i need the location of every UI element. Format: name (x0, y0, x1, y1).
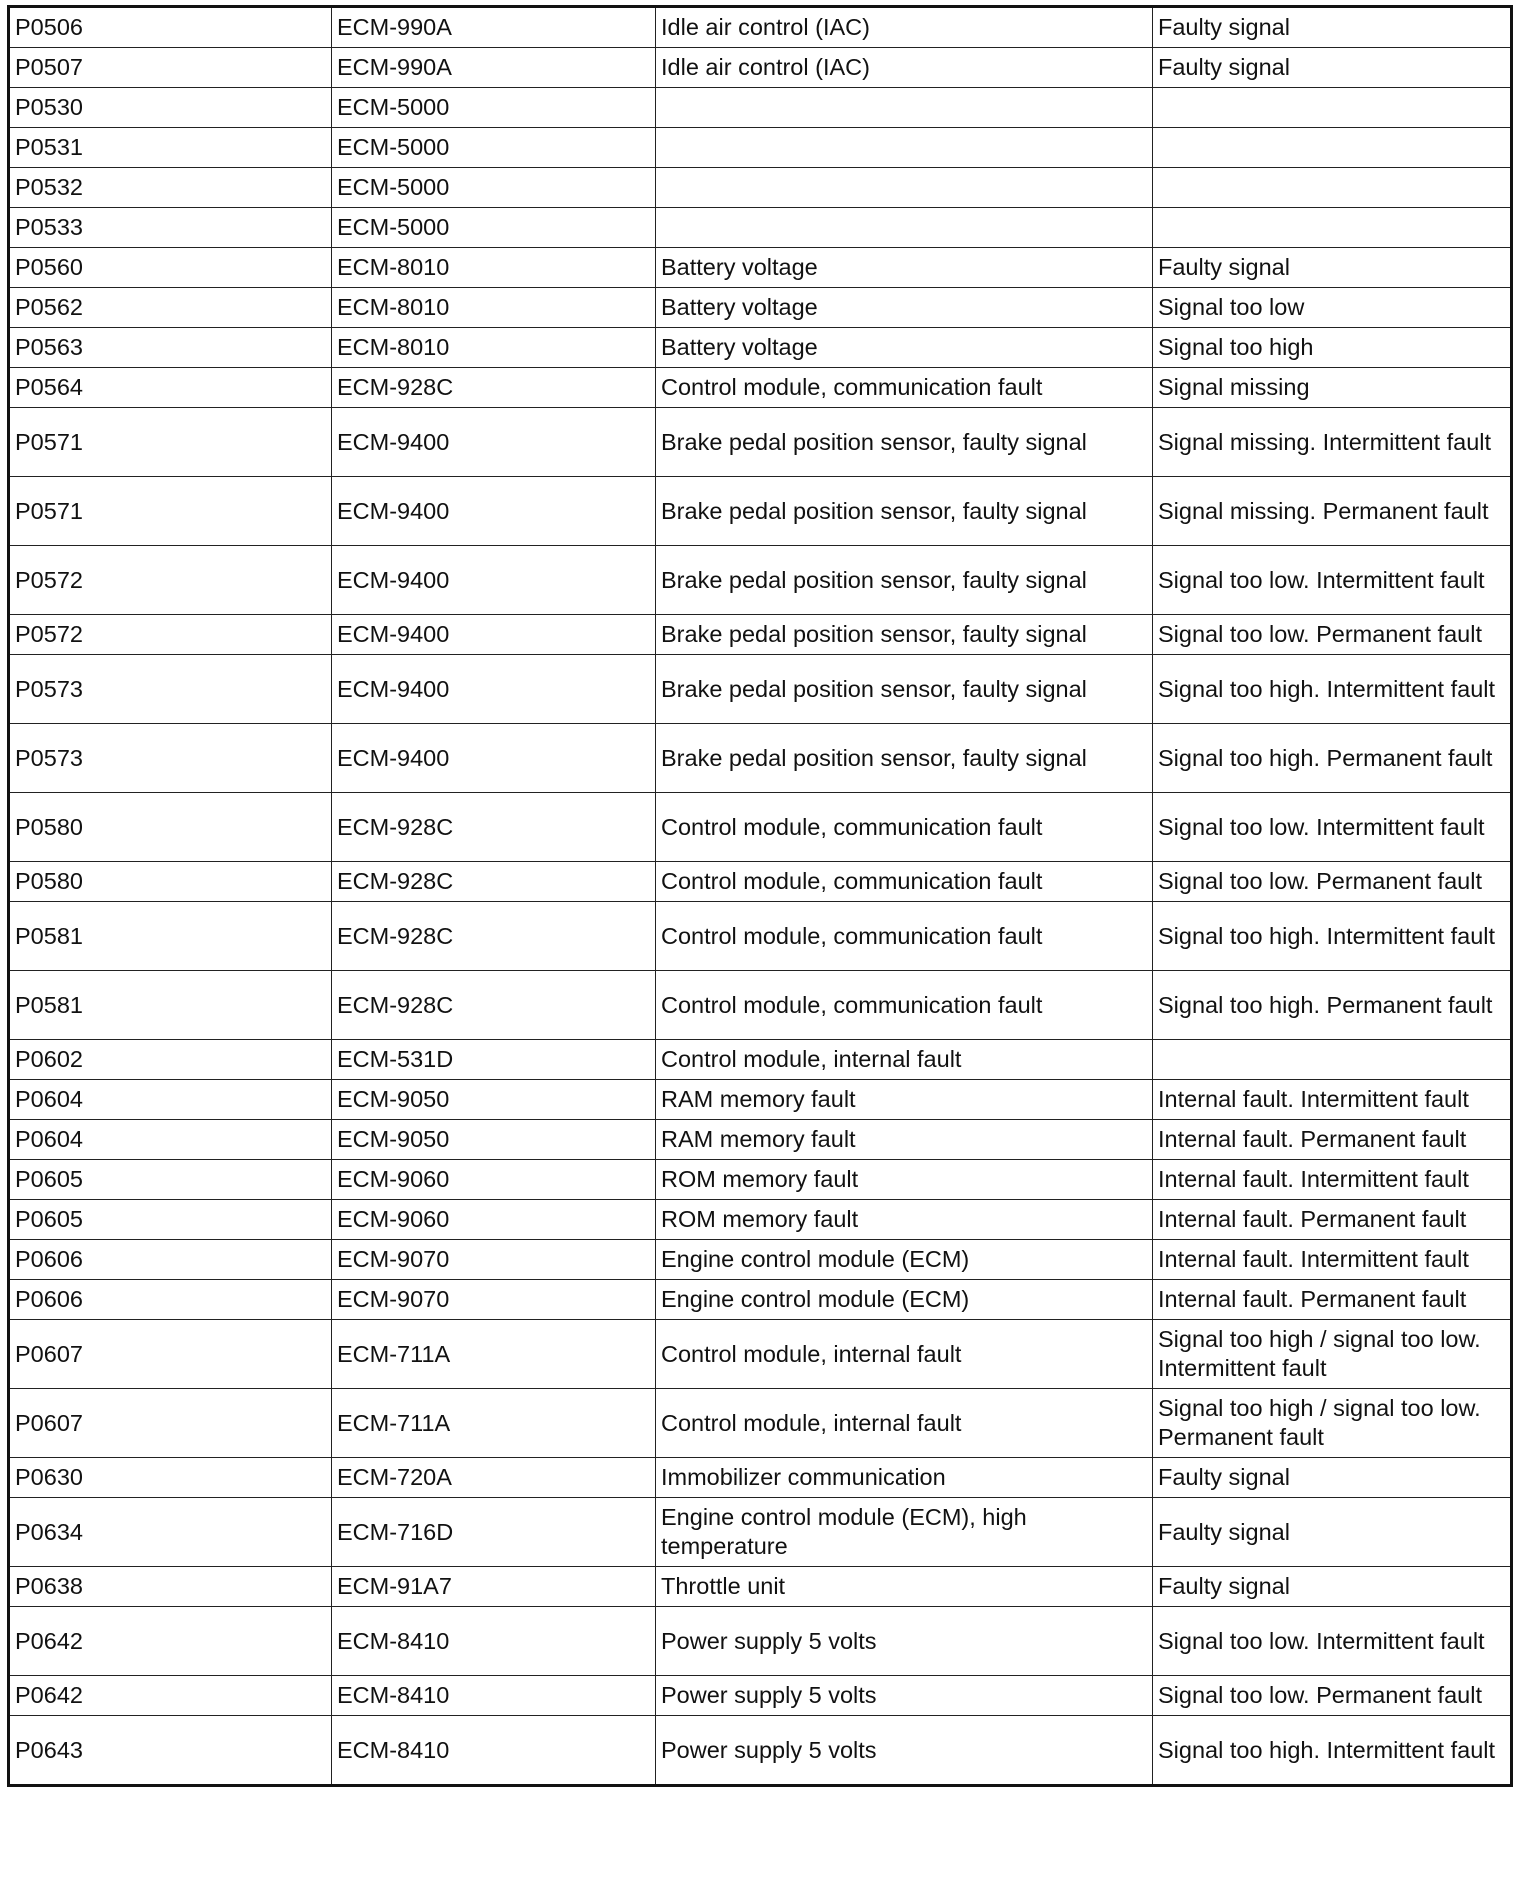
dtc-code-cell: P0643 (9, 1716, 332, 1786)
ecm-code-cell: ECM-9050 (332, 1080, 656, 1120)
table-row (9, 971, 1512, 1040)
component-cell: RAM memory fault (656, 1080, 1153, 1120)
dtc-code-cell: P0507 (9, 48, 332, 88)
table-row (9, 1676, 1512, 1716)
table-row (9, 1607, 1512, 1676)
fault-type-cell (1153, 1040, 1512, 1080)
dtc-code-cell: P0581 (9, 971, 332, 1040)
dtc-code-cell: P0607 (9, 1320, 332, 1389)
fault-type-cell: Signal too low. Permanent fault (1153, 615, 1512, 655)
table-row (9, 724, 1512, 793)
ecm-code-cell: ECM-8010 (332, 248, 656, 288)
ecm-code-cell: ECM-531D (332, 1040, 656, 1080)
component-cell: Control module, communication fault (656, 793, 1153, 862)
fault-type-cell (1153, 168, 1512, 208)
fault-type-cell: Internal fault. Permanent fault (1153, 1120, 1512, 1160)
dtc-code-cell: P0604 (9, 1080, 332, 1120)
fault-type-cell: Signal too high (1153, 328, 1512, 368)
dtc-code-cell: P0564 (9, 368, 332, 408)
table-row (9, 1160, 1512, 1200)
component-cell: Battery voltage (656, 288, 1153, 328)
ecm-code-cell: ECM-9400 (332, 408, 656, 477)
component-cell: Engine control module (ECM) (656, 1280, 1153, 1320)
component-cell: Control module, communication fault (656, 368, 1153, 408)
ecm-code-cell: ECM-711A (332, 1320, 656, 1389)
fault-type-cell: Signal too high. Permanent fault (1153, 724, 1512, 793)
table-row (9, 615, 1512, 655)
dtc-code-cell: P0572 (9, 546, 332, 615)
fault-type-cell: Signal too high. Permanent fault (1153, 971, 1512, 1040)
dtc-code-cell: P0572 (9, 615, 332, 655)
component-cell (656, 208, 1153, 248)
dtc-code-cell: P0562 (9, 288, 332, 328)
ecm-code-cell: ECM-9060 (332, 1200, 656, 1240)
dtc-code-cell: P0606 (9, 1240, 332, 1280)
table-row (9, 1280, 1512, 1320)
fault-type-cell: Faulty signal (1153, 7, 1512, 48)
fault-type-cell: Internal fault. Intermittent fault (1153, 1160, 1512, 1200)
fault-type-cell: Signal too low. Intermittent fault (1153, 793, 1512, 862)
table-row (9, 168, 1512, 208)
component-cell: RAM memory fault (656, 1120, 1153, 1160)
fault-type-cell: Faulty signal (1153, 1458, 1512, 1498)
table-row (9, 1458, 1512, 1498)
ecm-code-cell: ECM-990A (332, 48, 656, 88)
component-cell: ROM memory fault (656, 1200, 1153, 1240)
ecm-code-cell: ECM-5000 (332, 128, 656, 168)
dtc-code-cell: P0607 (9, 1389, 332, 1458)
dtc-code-cell: P0630 (9, 1458, 332, 1498)
table-row (9, 902, 1512, 971)
component-cell: Power supply 5 volts (656, 1676, 1153, 1716)
fault-type-cell: Faulty signal (1153, 248, 1512, 288)
fault-type-cell: Signal too low. Permanent fault (1153, 862, 1512, 902)
dtc-code-cell: P0573 (9, 724, 332, 793)
table-row (9, 546, 1512, 615)
dtc-code-cell: P0530 (9, 88, 332, 128)
dtc-code-cell: P0634 (9, 1498, 332, 1567)
component-cell: Battery voltage (656, 248, 1153, 288)
ecm-code-cell: ECM-5000 (332, 208, 656, 248)
fault-type-cell: Internal fault. Intermittent fault (1153, 1080, 1512, 1120)
table-row (9, 862, 1512, 902)
fault-type-cell: Signal too low (1153, 288, 1512, 328)
dtc-code-cell: P0560 (9, 248, 332, 288)
component-cell: Control module, internal fault (656, 1320, 1153, 1389)
fault-type-cell: Signal too low. Intermittent fault (1153, 1607, 1512, 1676)
table-row (9, 1716, 1512, 1786)
table-row (9, 1080, 1512, 1120)
ecm-code-cell: ECM-928C (332, 793, 656, 862)
table-row (9, 368, 1512, 408)
fault-type-cell: Signal too high. Intermittent fault (1153, 655, 1512, 724)
dtc-code-cell: P0642 (9, 1607, 332, 1676)
ecm-code-cell: ECM-716D (332, 1498, 656, 1567)
component-cell: Control module, communication fault (656, 862, 1153, 902)
component-cell: Brake pedal position sensor, faulty signal (656, 546, 1153, 615)
dtc-code-cell: P0602 (9, 1040, 332, 1080)
table-row (9, 1240, 1512, 1280)
fault-type-cell: Signal too high. Intermittent fault (1153, 1716, 1512, 1786)
dtc-code-cell: P0571 (9, 408, 332, 477)
dtc-code-cell: P0506 (9, 7, 332, 48)
component-cell (656, 88, 1153, 128)
component-cell: Power supply 5 volts (656, 1607, 1153, 1676)
table-row (9, 1200, 1512, 1240)
dtc-code-cell: P0605 (9, 1200, 332, 1240)
ecm-code-cell: ECM-9400 (332, 546, 656, 615)
table-row (9, 1498, 1512, 1567)
fault-type-cell: Internal fault. Permanent fault (1153, 1200, 1512, 1240)
ecm-code-cell: ECM-9070 (332, 1280, 656, 1320)
ecm-code-cell: ECM-928C (332, 862, 656, 902)
dtc-code-cell: P0571 (9, 477, 332, 546)
dtc-code-cell: P0581 (9, 902, 332, 971)
component-cell (656, 128, 1153, 168)
ecm-code-cell: ECM-9400 (332, 724, 656, 793)
dtc-code-cell: P0573 (9, 655, 332, 724)
fault-type-cell: Internal fault. Intermittent fault (1153, 1240, 1512, 1280)
fault-type-cell: Signal too high / signal too low. Intermittent fault (1153, 1320, 1512, 1389)
table-row (9, 1320, 1512, 1389)
dtc-code-cell: P0604 (9, 1120, 332, 1160)
fault-type-cell: Signal missing. Intermittent fault (1153, 408, 1512, 477)
component-cell: Control module, communication fault (656, 902, 1153, 971)
ecm-code-cell: ECM-9400 (332, 655, 656, 724)
dtc-code-cell: P0531 (9, 128, 332, 168)
table-row (9, 7, 1512, 48)
component-cell: Idle air control (IAC) (656, 48, 1153, 88)
fault-type-cell: Signal too low. Intermittent fault (1153, 546, 1512, 615)
table-row (9, 1040, 1512, 1080)
table-row (9, 328, 1512, 368)
ecm-code-cell: ECM-711A (332, 1389, 656, 1458)
dtc-code-cell: P0642 (9, 1676, 332, 1716)
fault-type-cell (1153, 88, 1512, 128)
table-row (9, 408, 1512, 477)
table-row (9, 1389, 1512, 1458)
fault-type-cell (1153, 128, 1512, 168)
table-row (9, 128, 1512, 168)
fault-type-cell: Faulty signal (1153, 1498, 1512, 1567)
dtc-code-cell: P0605 (9, 1160, 332, 1200)
component-cell: Idle air control (IAC) (656, 7, 1153, 48)
ecm-code-cell: ECM-8410 (332, 1716, 656, 1786)
ecm-code-cell: ECM-928C (332, 971, 656, 1040)
fault-type-cell: Signal too high. Intermittent fault (1153, 902, 1512, 971)
table-row (9, 793, 1512, 862)
diagnostic-trouble-code-table (7, 5, 1513, 1787)
ecm-code-cell: ECM-928C (332, 368, 656, 408)
table-row (9, 655, 1512, 724)
component-cell: Battery voltage (656, 328, 1153, 368)
ecm-code-cell: ECM-8410 (332, 1676, 656, 1716)
ecm-code-cell: ECM-9050 (332, 1120, 656, 1160)
ecm-code-cell: ECM-9400 (332, 477, 656, 546)
dtc-code-cell: P0580 (9, 793, 332, 862)
component-cell: Brake pedal position sensor, faulty signal (656, 408, 1153, 477)
fault-type-cell: Signal missing (1153, 368, 1512, 408)
ecm-code-cell: ECM-9070 (332, 1240, 656, 1280)
component-cell: Control module, internal fault (656, 1389, 1153, 1458)
fault-type-cell: Internal fault. Permanent fault (1153, 1280, 1512, 1320)
dtc-code-cell: P0606 (9, 1280, 332, 1320)
table-row (9, 48, 1512, 88)
component-cell: Brake pedal position sensor, faulty signal (656, 655, 1153, 724)
fault-type-cell: Faulty signal (1153, 48, 1512, 88)
table-row (9, 1120, 1512, 1160)
component-cell (656, 168, 1153, 208)
component-cell: Control module, internal fault (656, 1040, 1153, 1080)
fault-type-cell: Faulty signal (1153, 1567, 1512, 1607)
ecm-code-cell: ECM-91A7 (332, 1567, 656, 1607)
fault-type-cell: Signal too low. Permanent fault (1153, 1676, 1512, 1716)
fault-type-cell: Signal too high / signal too low. Permanent fault (1153, 1389, 1512, 1458)
table-row (9, 1567, 1512, 1607)
table-row (9, 477, 1512, 546)
ecm-code-cell: ECM-8410 (332, 1607, 656, 1676)
dtc-code-cell: P0563 (9, 328, 332, 368)
component-cell: Control module, communication fault (656, 971, 1153, 1040)
component-cell: Brake pedal position sensor, faulty signal (656, 477, 1153, 546)
component-cell: Brake pedal position sensor, faulty signal (656, 724, 1153, 793)
ecm-code-cell: ECM-9060 (332, 1160, 656, 1200)
component-cell: Throttle unit (656, 1567, 1153, 1607)
ecm-code-cell: ECM-720A (332, 1458, 656, 1498)
ecm-code-cell: ECM-8010 (332, 288, 656, 328)
ecm-code-cell: ECM-5000 (332, 168, 656, 208)
ecm-code-cell: ECM-990A (332, 7, 656, 48)
component-cell: Power supply 5 volts (656, 1716, 1153, 1786)
dtc-code-cell: P0532 (9, 168, 332, 208)
table-row (9, 88, 1512, 128)
dtc-code-cell: P0533 (9, 208, 332, 248)
ecm-code-cell: ECM-928C (332, 902, 656, 971)
fault-type-cell (1153, 208, 1512, 248)
ecm-code-cell: ECM-5000 (332, 88, 656, 128)
table-row (9, 248, 1512, 288)
component-cell: ROM memory fault (656, 1160, 1153, 1200)
table-row (9, 208, 1512, 248)
dtc-code-cell: P0580 (9, 862, 332, 902)
ecm-code-cell: ECM-8010 (332, 328, 656, 368)
component-cell: Immobilizer communication (656, 1458, 1153, 1498)
component-cell: Brake pedal position sensor, faulty signal (656, 615, 1153, 655)
ecm-code-cell: ECM-9400 (332, 615, 656, 655)
fault-type-cell: Signal missing. Permanent fault (1153, 477, 1512, 546)
component-cell: Engine control module (ECM), high temperature (656, 1498, 1153, 1567)
table-row (9, 288, 1512, 328)
component-cell: Engine control module (ECM) (656, 1240, 1153, 1280)
dtc-code-cell: P0638 (9, 1567, 332, 1607)
